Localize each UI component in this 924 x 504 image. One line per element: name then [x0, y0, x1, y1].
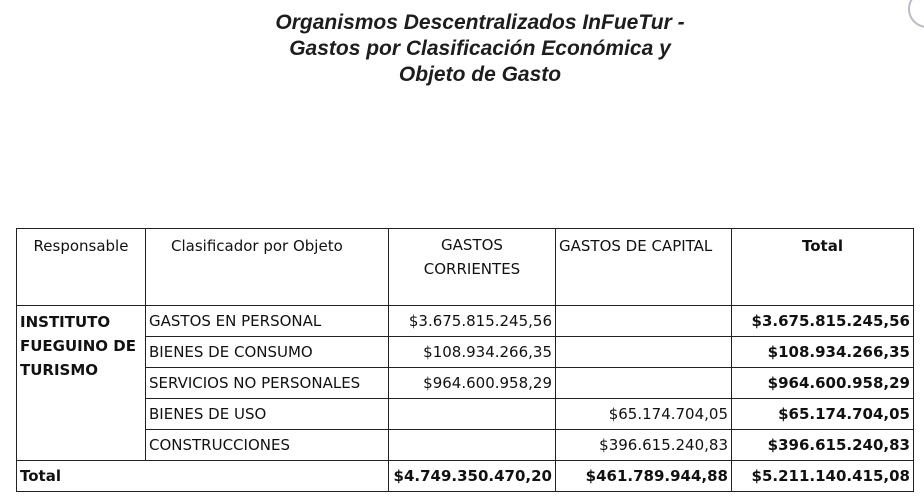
title-line-3: Objeto de Gasto	[398, 63, 562, 86]
header-responsable: Responsable	[17, 229, 146, 306]
title-line-2: Gastos por Clasificación Económica y	[289, 37, 671, 60]
clasificador-cell: SERVICIOS NO PERSONALES	[146, 368, 389, 399]
header-gastos-corrientes: GASTOS CORRIENTES	[389, 229, 556, 306]
table-row	[17, 368, 914, 399]
clasificador-cell: BIENES DE USO	[146, 399, 389, 430]
title-line-1: Organismos Descentralizados InFueTur -	[275, 11, 685, 34]
capital-cell: $65.174.704,05	[556, 399, 732, 430]
header-clasificador: Clasificador por Objeto	[146, 229, 389, 306]
clasificador-cell: CONSTRUCCIONES	[146, 430, 389, 461]
total-cell: $3.675.815.245,56	[732, 306, 914, 337]
total-cell: $65.174.704,05	[732, 399, 914, 430]
capital-cell: $396.615.240,83	[556, 430, 732, 461]
table-row	[17, 430, 914, 461]
clasificador-cell: GASTOS EN PERSONAL	[146, 306, 389, 337]
table-header-row	[17, 229, 914, 306]
total-cell: $396.615.240,83	[732, 430, 914, 461]
total-cell: $964.600.958,29	[732, 368, 914, 399]
total-capital: $461.789.944,88	[556, 461, 732, 492]
corrientes-cell	[389, 430, 556, 461]
total-row	[17, 461, 914, 492]
grand-total: $5.211.140.415,08	[732, 461, 914, 492]
header-gastos-capital: GASTOS DE CAPITAL	[556, 229, 732, 306]
seal-stamp	[908, 0, 924, 28]
table-row	[17, 399, 914, 430]
total-corrientes: $4.749.350.470,20	[389, 461, 556, 492]
capital-cell	[556, 306, 732, 337]
corrientes-cell: $3.675.815.245,56	[389, 306, 556, 337]
table-row	[17, 337, 914, 368]
page-title	[200, 10, 760, 88]
expenses-table	[16, 228, 914, 492]
corrientes-cell: $964.600.958,29	[389, 368, 556, 399]
total-label: Total	[17, 461, 389, 492]
corrientes-cell: $108.934.266,35	[389, 337, 556, 368]
total-cell: $108.934.266,35	[732, 337, 914, 368]
corrientes-cell	[389, 399, 556, 430]
header-total: Total	[732, 229, 914, 306]
responsable-cell: INSTITUTO FUEGUINO DE TURISMO	[17, 306, 146, 461]
capital-cell	[556, 368, 732, 399]
table-row	[17, 306, 914, 337]
capital-cell	[556, 337, 732, 368]
clasificador-cell: BIENES DE CONSUMO	[146, 337, 389, 368]
